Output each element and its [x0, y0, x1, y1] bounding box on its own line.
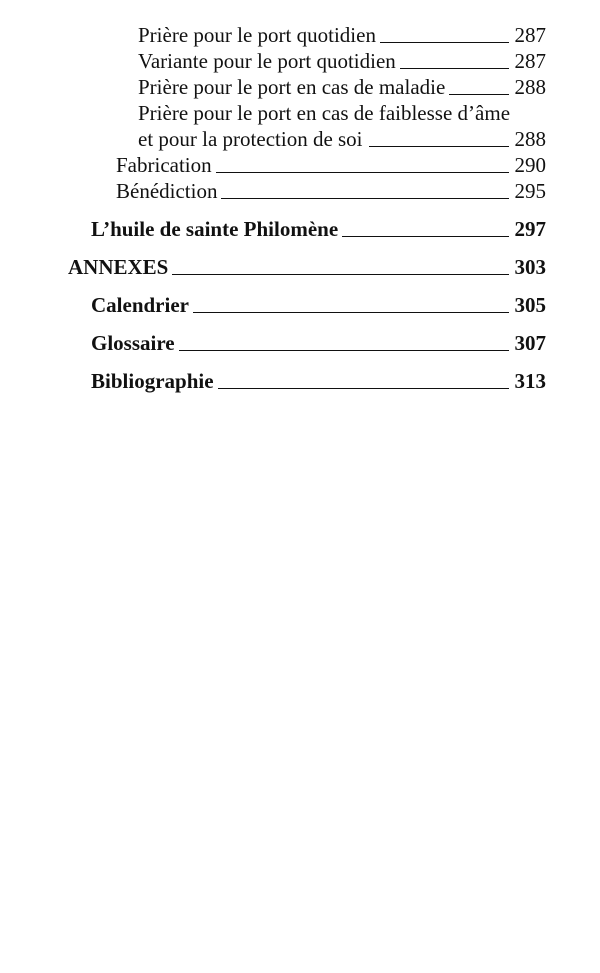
toc-entry-label: Prière pour le port quotidien [138, 23, 376, 47]
toc-entry-label: Prière pour le port en cas de maladie [138, 75, 446, 99]
toc-page-number: 295 [514, 179, 546, 203]
toc-entry-bibliographie[interactable] [0, 368, 600, 394]
toc-leader-line [400, 68, 509, 69]
toc-entry-variante-port-quotidien[interactable] [0, 48, 600, 74]
toc-page-number: 305 [514, 293, 546, 317]
toc-entry-label: Bibliographie [91, 369, 214, 393]
toc-entry-priere-maladie[interactable] [0, 74, 600, 100]
toc-leader-line [369, 146, 509, 147]
toc-entry-label: L’huile de sainte Philomène [91, 217, 339, 241]
toc-page-number: 287 [514, 49, 546, 73]
toc-entry-label: Variante pour le port quotidien [138, 49, 396, 73]
toc-page-number: 307 [514, 331, 546, 355]
toc-page-number: 290 [514, 153, 546, 177]
toc-entry-line2 [138, 126, 546, 152]
toc-entry-benediction[interactable] [0, 178, 600, 204]
toc-leader-line [218, 388, 509, 389]
table-of-contents [0, 22, 600, 394]
toc-entry-label: Glossaire [91, 331, 175, 355]
toc-entry-label: ANNEXES [68, 255, 169, 279]
toc-entry-glossaire[interactable] [0, 330, 600, 356]
toc-page-number: 288 [514, 127, 546, 151]
toc-entry-priere-faiblesse-ame[interactable] [0, 100, 600, 152]
toc-leader-line [221, 198, 508, 199]
toc-page-number: 303 [514, 255, 546, 279]
toc-entry-annexes[interactable] [0, 254, 600, 280]
toc-entry-label: Fabrication [116, 153, 212, 177]
toc-leader-line [193, 312, 509, 313]
toc-entry-calendrier[interactable] [0, 292, 600, 318]
toc-leader-line [380, 42, 509, 43]
toc-leader-line [179, 350, 509, 351]
toc-entry-label-line2: et pour la protection de soi [138, 127, 363, 151]
toc-leader-line [172, 274, 508, 275]
toc-entry-label-line1: Prière pour le port en cas de faiblesse d’âme [138, 101, 511, 125]
toc-entry-priere-port-quotidien[interactable] [0, 22, 600, 48]
toc-page-number: 313 [514, 369, 546, 393]
toc-leader-line [342, 236, 508, 237]
toc-entry-label: Calendrier [91, 293, 189, 317]
toc-page-number: 287 [514, 23, 546, 47]
toc-entry-huile-philomene[interactable] [0, 216, 600, 242]
toc-page-number: 297 [514, 217, 546, 241]
toc-entry-fabrication[interactable] [0, 152, 600, 178]
toc-leader-line [449, 94, 508, 95]
toc-leader-line [216, 172, 509, 173]
toc-page-number: 288 [514, 75, 546, 99]
toc-entry-label: Bénédiction [116, 179, 218, 203]
